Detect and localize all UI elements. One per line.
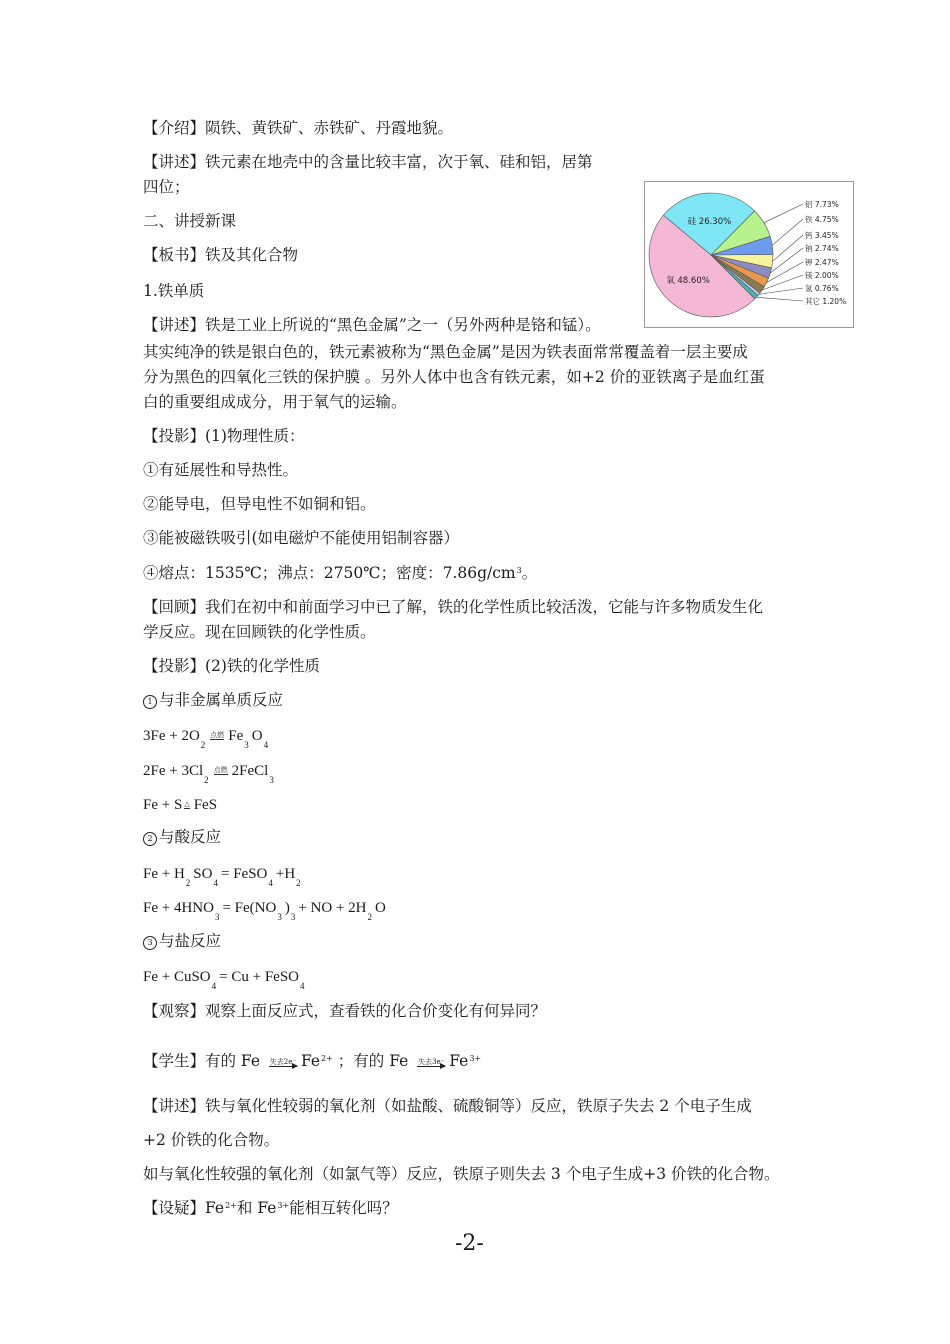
narration-line-2: 【讲述】铁是工业上所说的“黑色金属”之一（另外两种是铬和锰）。 [143, 316, 601, 334]
eq1-condition: 点燃 [210, 731, 225, 739]
section-heading: 二、讲授新课 [143, 212, 237, 230]
question-text: 和 Fe [236, 1199, 277, 1217]
eq2-sub: 3 [269, 775, 274, 785]
student-text: Fe [449, 1052, 469, 1070]
eq4-sub: 2 [185, 878, 191, 888]
board-title: 【板书】铁及其化合物 [143, 246, 299, 264]
eq5-sub: 3 [290, 912, 296, 922]
pie-label: 镁 2.00% [805, 271, 839, 280]
eq4-sub: 2 [296, 878, 301, 888]
property-1: ①有延展性和导热性。 [143, 461, 299, 479]
eq5-part: = Fe(NO [222, 900, 277, 916]
eq3-part: Fe + S [143, 797, 183, 813]
arrow-label: 失去3e⁻ [418, 1058, 445, 1066]
eq4-part: +H [275, 866, 296, 882]
reaction-group-1 [143, 690, 283, 710]
eq1-part: Fe [228, 728, 244, 744]
question-text: 能相互转化吗？ [289, 1199, 398, 1217]
eq3-condition: △ [184, 800, 190, 808]
circle-marker-3: 3 [143, 936, 157, 950]
pie-label: 钙 3.45% [805, 231, 839, 240]
eq4-part: = FeSO [220, 866, 268, 882]
eq5-part: O [375, 900, 386, 916]
eq4-sub: 4 [268, 878, 273, 888]
question-text: 【设疑】Fe [143, 1199, 225, 1217]
arrow-icon [417, 1058, 445, 1067]
pie-chart-svg [645, 182, 853, 327]
pie-label: 其它 1.20% [805, 297, 847, 306]
eq6-part: = Cu + FeSO [219, 969, 299, 985]
review-line-2: 学反应。现在回顾铁的化学性质。 [143, 623, 376, 641]
reaction-group-1-label: 与非金属单质反应 [159, 691, 284, 709]
pie-leader-line [757, 297, 804, 301]
eq1-sub: 4 [263, 740, 269, 750]
property-4-text: ④熔点：1535℃；沸点：2750℃；密度：7.86g/cm [143, 564, 516, 582]
eq2-condition: 点燃 [213, 766, 228, 774]
property-4 [143, 563, 537, 586]
reaction-group-3-label: 与盐反应 [159, 932, 222, 950]
reaction-group-2 [143, 827, 221, 847]
eq6-sub: 4 [300, 981, 305, 991]
pie-leader-line [770, 248, 803, 273]
narration-line-5: 白的重要组成成分，用于氧气的运输。 [143, 393, 407, 411]
student-text: ；有的 Fe [337, 1052, 409, 1070]
eq6-part: Fe + CuSO [143, 969, 211, 985]
narration-line-1b: 四位； [143, 178, 190, 196]
eq1-part: O [251, 728, 263, 744]
property-3: ③能被磁铁吸引(如电磁炉不能使用铝制容器） [143, 529, 460, 547]
projection-physical: 【投影】(1)物理性质： [143, 427, 305, 445]
eq5-sub: 3 [214, 912, 220, 922]
narration-line-3: 其实纯净的铁是银白色的，铁元素被称为“黑色金属”是因为铁表面常常覆盖着一层主要成 [143, 343, 748, 361]
review-line-1: 【回顾】我们在初中和前面学习中已了解，铁的化学性质比较活泼，它能与许多物质发生化 [143, 598, 764, 616]
equation-5 [143, 898, 386, 922]
circle-marker-1: 1 [143, 695, 157, 709]
eq4-sub: 4 [213, 878, 218, 888]
projection-chemical: 【投影】(2)铁的化学性质 [143, 657, 320, 675]
equation-3 [143, 795, 217, 815]
question-sup: 3+ [277, 1201, 290, 1210]
page-number: -2- [455, 1231, 484, 1256]
property-4-sup: 3 [516, 566, 522, 575]
arrow-icon [269, 1058, 297, 1067]
student-text: Fe [300, 1052, 321, 1070]
eq1-sub: 2 [200, 740, 206, 750]
eq3-part: FeS [193, 797, 218, 813]
pie-label: 氢 0.76% [805, 284, 839, 293]
student-line [143, 1051, 481, 1074]
pie-label: 硅 26.30% [687, 216, 732, 227]
reaction-group-2-label: 与酸反应 [159, 828, 222, 846]
property-2: ②能导电，但导电性不如铜和铝。 [143, 495, 376, 513]
eq2-part: 2Fe + 3Cl [143, 763, 204, 779]
pie-leader-line [764, 204, 803, 223]
pie-label: 氧 48.60% [666, 276, 710, 287]
student-sup: 3+ [469, 1054, 482, 1063]
eq5-sub: 2 [367, 912, 373, 922]
pie-leader-line [772, 219, 803, 245]
eq1-part: 3Fe + 2O [143, 728, 200, 744]
reaction-group-3 [143, 931, 221, 951]
eq5-part: Fe + 4HNO [143, 900, 214, 916]
pie-label: 铁 4.75% [805, 215, 839, 224]
eq4-part: SO [193, 866, 213, 882]
narration-line-4: 分为黑色的四氧化三铁的保护膜 。另外人体中也含有铁元素，如+2 价的亚铁离子是血红蛋 [143, 368, 765, 386]
arrow-label: 失去2e⁻ [269, 1058, 297, 1066]
pie-label: 铝 7.73% [805, 200, 839, 209]
property-4-end: 。 [521, 564, 538, 582]
eq2-part: 2FeCl [231, 763, 269, 779]
narration-line-7: +2 价铁的化合物。 [143, 1131, 280, 1149]
eq6-sub: 4 [211, 981, 217, 991]
subsection-heading: 1.铁单质 [143, 282, 205, 300]
eq5-part: + NO + 2H [298, 900, 367, 916]
eq5-part: ) [284, 900, 290, 916]
pie-leader-line [773, 235, 803, 261]
intro-line: 【介绍】陨铁、黄铁矿、赤铁矿、丹霞地貌。 [143, 119, 454, 137]
question-line [143, 1198, 398, 1221]
question-sup: 2+ [225, 1201, 237, 1210]
pie-label: 钠 2.74% [805, 244, 839, 253]
narration-line-8: 如与氧化性较强的氧化剂（如氯气等）反应，铁原子则失去 3 个电子生成+3 价铁的化合物。 [143, 1165, 780, 1183]
crust-elements-pie-chart [644, 181, 854, 328]
equation-2 [143, 761, 277, 785]
narration-line-6: 【讲述】铁与氧化性较弱的氧化剂（如盐酸、硫酸铜等）反应，铁原子失去 2 个电子生成 [143, 1097, 752, 1115]
pie-label: 钾 2.47% [805, 258, 839, 267]
student-text: 【学生】有的 Fe [143, 1052, 261, 1070]
equation-6 [143, 967, 308, 991]
student-sup: 2+ [321, 1054, 333, 1063]
circle-marker-2: 2 [143, 832, 157, 846]
equation-4 [143, 864, 304, 888]
equation-1 [143, 726, 271, 750]
observe-line: 【观察】观察上面反应式，查看铁的化合价变化有何异同？ [143, 1002, 547, 1020]
eq4-part: Fe + H [143, 866, 185, 882]
eq1-sub: 3 [244, 740, 249, 750]
eq2-sub: 2 [204, 775, 209, 785]
eq5-sub: 3 [277, 912, 282, 922]
narration-line-1a: 【讲述】铁元素在地壳中的含量比较丰富，次于氧、硅和铝，居第 [143, 153, 593, 171]
